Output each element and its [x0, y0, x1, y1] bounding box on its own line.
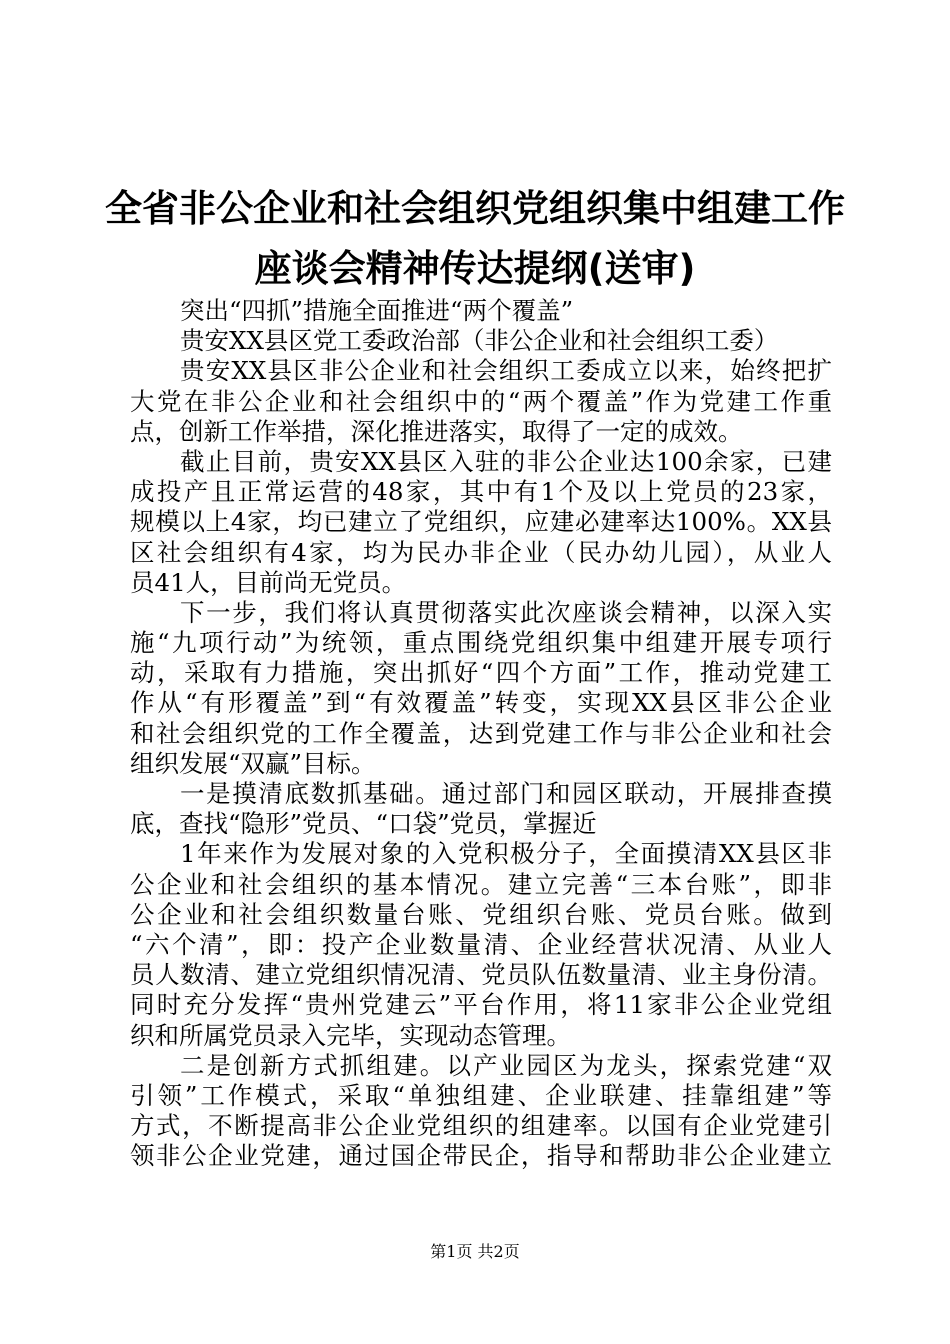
page-indicator: 第1页 共2页: [430, 1242, 520, 1261]
body-line: 公企业和社会组织的基本情况。建立完善“三本台账”，即非: [130, 869, 832, 899]
body-line: 大党在非公企业和社会组织中的“两个覆盖”作为党建工作重: [130, 386, 832, 416]
document-title-line-2: 座谈会精神传达提纲(送审): [254, 247, 696, 290]
page-footer: [0, 1242, 950, 1262]
body-line: 公企业和社会组织数量台账、党组织台账、党员台账。做到: [130, 899, 832, 929]
body-line: 贵安XX县区党工委政治部（非公企业和社会组织工委）: [180, 326, 779, 356]
body-line: 点，创新工作举措，深化推进落实，取得了一定的成效。: [130, 416, 743, 446]
document-title-line-1: 全省非公企业和社会组织党组织集中组建工作: [105, 187, 845, 230]
body-line: 二是创新方式抓组建。以产业园区为龙头，探索党建“双: [180, 1050, 832, 1080]
body-line: 引领”工作模式，采取“单独组建、企业联建、挂靠组建”等: [130, 1080, 832, 1110]
body-line: 底，查找“隐形”党员、“口袋”党员，掌握近: [130, 809, 597, 839]
body-line: 规模以上4家，均已建立了党组织，应建必建率达100%。XX县: [130, 507, 832, 537]
body-line: 和社会组织党的工作全覆盖，达到党建工作与非公企业和社会: [130, 718, 832, 748]
body-line: “六个清”，即：投产企业数量清、企业经营状况清、从业人: [130, 929, 832, 959]
body-line: 员41人，目前尚无党员。: [130, 567, 407, 597]
body-line: 作从“有形覆盖”到“有效覆盖”转变，实现XX县区非公企业: [130, 688, 832, 718]
body-line: 贵安XX县区非公企业和社会组织工委成立以来，始终把扩: [180, 356, 832, 386]
document-body: [130, 296, 832, 1171]
body-line: 下一步，我们将认真贯彻落实此次座谈会精神，以深入实: [180, 597, 832, 627]
body-line: 一是摸清底数抓基础。通过部门和园区联动，开展排查摸: [180, 779, 832, 808]
body-line: 截止目前，贵安XX县区入驻的非公企业达100余家，已建: [180, 446, 832, 476]
body-line: 动，采取有力措施，突出抓好“四个方面”工作，推动党建工: [130, 658, 832, 688]
body-line: 同时充分发挥“贵州党建云”平台作用，将11家非公企业党组: [130, 990, 832, 1020]
body-line: 突出“四抓”措施全面推进“两个覆盖”: [180, 296, 574, 325]
body-line: 领非公企业党建，通过国企带民企，指导和帮助非公企业建立: [130, 1141, 832, 1171]
body-line: 方式，不断提高非公企业党组织的组建率。以国有企业党建引: [130, 1111, 832, 1141]
body-line: 织和所属党员录入完毕，实现动态管理。: [130, 1020, 571, 1050]
body-line: 1年来作为发展对象的入党积极分子，全面摸清XX县区非: [180, 839, 832, 869]
body-line: 成投产且正常运营的48家，其中有1个及以上党员的23家，: [130, 477, 832, 507]
body-line: 组织发展“双赢”目标。: [130, 748, 376, 778]
body-line: 员人数清、建立党组织情况清、党员队伍数量清、业主身份清。: [130, 960, 832, 990]
body-line: 施“九项行动”为统领，重点围绕党组织集中组建开展专项行: [130, 628, 832, 658]
body-line: 区社会组织有4家，均为民办非企业（民办幼儿园），从业人: [130, 537, 832, 567]
